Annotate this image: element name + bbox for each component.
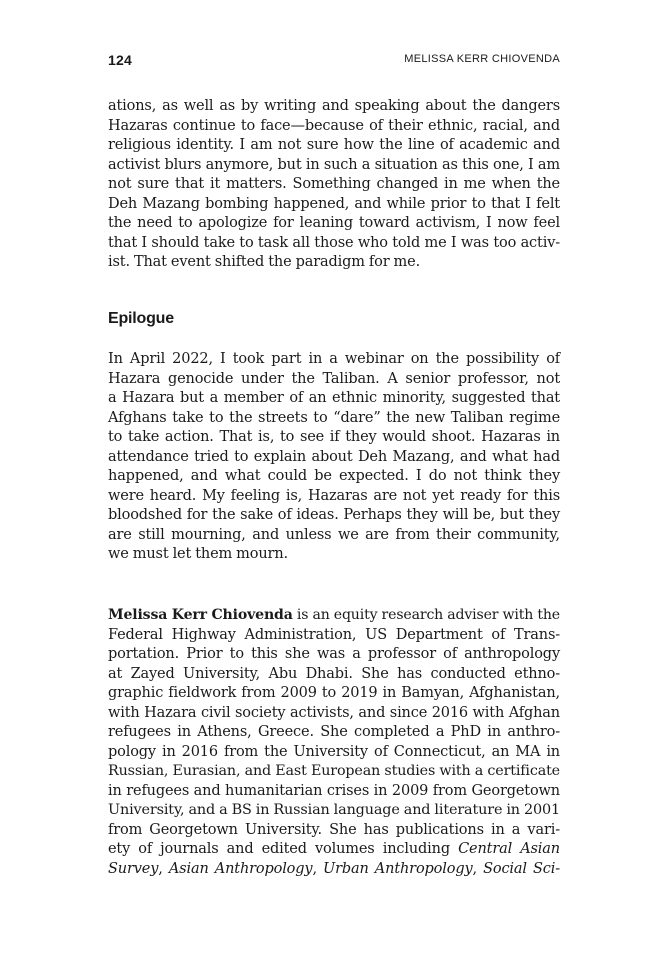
bio-line-text: ety of journals and edited volumes including: [108, 841, 459, 857]
text-line: religious identity. I am not sure how the line of academic and: [108, 137, 560, 153]
text-line: from Georgetown University. She has publications in a vari-: [108, 821, 560, 838]
text-line: University, and a BS in Russian language and literature in 2001: [108, 802, 560, 818]
journal-title: Urban Anthropology: [323, 860, 473, 877]
paragraph-epilogue: [108, 350, 560, 565]
text-line: [108, 606, 560, 626]
running-head: MELISSA KERR CHIOVENDA: [404, 53, 560, 65]
journal-title: Survey: [108, 860, 159, 877]
journal-title: Asian Anthropology: [168, 860, 313, 877]
page-header: [108, 52, 560, 72]
journal-title: Social Sci-: [483, 860, 560, 877]
bio-first-line-text: is an equity research adviser with the: [292, 607, 560, 623]
text-line: Afghans take to the streets to “dare” the new Taliban regime: [108, 409, 560, 426]
text-line: refugees in Athens, Greece. She completed a PhD in anthro-: [108, 724, 560, 740]
text-line: are still mourning, and unless we are from their community,: [108, 526, 560, 543]
text-line: Russian, Eurasian, and East European studies with a certificate: [108, 763, 560, 779]
text-line: in refugees and humanitarian crises in 2009 from Georgetown: [108, 782, 560, 799]
text-line: were heard. My feeling is, Hazaras are not yet ready for this: [108, 487, 560, 504]
text-line: not sure that it matters. Something changed in me when the: [108, 176, 560, 192]
text-line: Deh Mazang bombing happened, and while prior to that I felt: [108, 195, 560, 212]
author-name: Melissa Kerr Chiovenda: [108, 607, 293, 623]
text-line: bloodshed for the sake of ideas. Perhaps they will be, but they: [108, 507, 560, 523]
text-line: portation. Prior to this she was a professor of anthropology: [108, 646, 560, 662]
text-line: with Hazara civil society activists, and since 2016 with Afghan: [108, 704, 560, 721]
text-line: In April 2022, I took part in a webinar on the possibility of: [108, 351, 560, 367]
text-line: Hazaras continue to face—because of their ethnic, racial, and: [108, 117, 560, 134]
text-line: to take action. That is, to see if they would shoot. Hazaras in: [108, 429, 560, 445]
text-line: attendance tried to explain about Deh Mazang, and what had: [108, 448, 560, 465]
text-line: the need to apologize for leaning toward activism, I now feel: [108, 215, 560, 231]
text-line: ist. That event shifted the paradigm for me.: [108, 254, 421, 270]
separator: ,: [158, 860, 169, 877]
paragraph-activism: [108, 97, 560, 273]
separator: ,: [472, 860, 484, 877]
separator: ,: [312, 860, 324, 877]
text-line: [108, 860, 560, 880]
text-line: graphic fieldwork from 2009 to 2019 in Bamyan, Afghanistan,: [108, 685, 560, 701]
page-number: 124: [108, 52, 132, 68]
text-line: that I should take to task all those who told me I was too activ-: [108, 234, 560, 251]
section-heading-epilogue: Epilogue: [108, 310, 174, 327]
text-line: Federal Highway Administration, US Department of Trans-: [108, 626, 560, 643]
journal-title: Central Asian: [458, 841, 560, 857]
text-line: pology in 2016 from the University of Connecticut, an MA in: [108, 743, 560, 760]
text-line: [108, 840, 560, 860]
text-line: ations, as well as by writing and speaking about the dangers: [108, 98, 560, 114]
text-line: at Zayed University, Abu Dhabi. She has conducted ethno-: [108, 665, 560, 682]
text-line: a Hazara but a member of an ethnic minority, suggested that: [108, 390, 560, 406]
text-line: Hazara genocide under the Taliban. A senior professor, not: [108, 370, 560, 387]
text-line: happened, and what could be expected. I do not think they: [108, 468, 560, 484]
author-bio: [108, 606, 560, 879]
text-line: we must let them mourn.: [108, 546, 288, 562]
text-line: activist blurs anymore, but in such a situation as this one, I am: [108, 156, 560, 173]
